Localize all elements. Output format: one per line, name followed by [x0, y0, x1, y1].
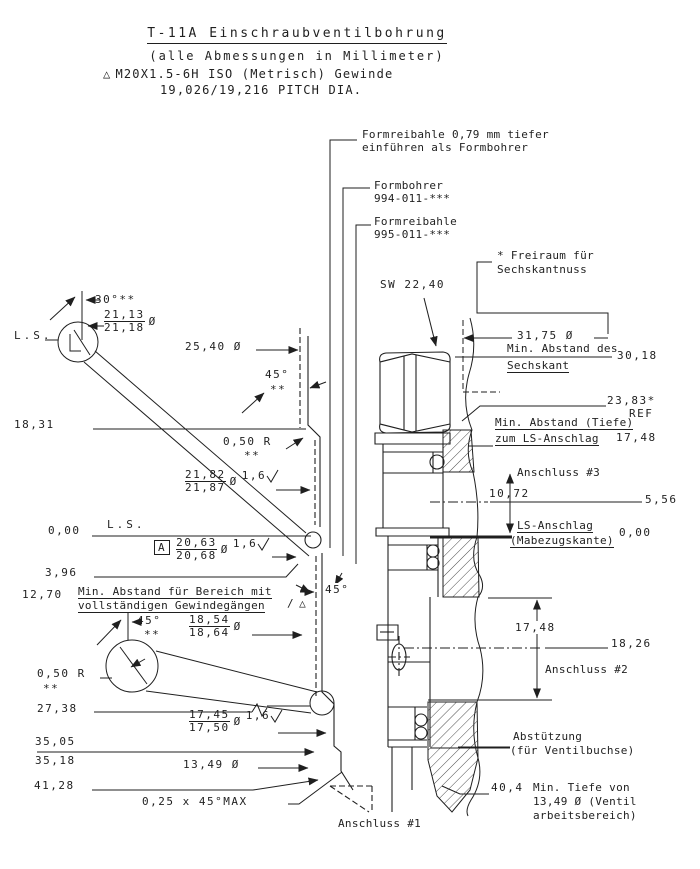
dim-21-13-21-18: $\frac{21,13}{21,18}$ Ø	[104, 308, 157, 334]
diameter-symbol: Ø	[220, 543, 229, 556]
dim-27-38: 27,38	[37, 702, 78, 715]
dim-31-75: 31,75 Ø	[517, 329, 574, 342]
thread-min-note-line1: Min. Abstand für Bereich mit	[78, 585, 272, 598]
surface-finish-symbol: 1,6	[246, 709, 284, 723]
form-reamer-label: Formreibahle	[374, 215, 458, 228]
dim-0-00-right: 0,00	[619, 526, 652, 539]
detail-circle-b	[106, 640, 334, 715]
dim-21-82-21-87: $\frac{21,82}{21,87}$ Ø 1,6	[185, 469, 280, 494]
port-1-label: Anschluss #1	[338, 817, 422, 830]
hex-min-note-line2: Sechskant	[507, 359, 570, 372]
dim-0-50-r-upper: 0,50 R	[223, 435, 272, 448]
thread-spec-note: △ M20X1.5-6H ISO (Metrisch) Gewinde	[103, 67, 394, 81]
triangle-flag-icon: △	[103, 67, 112, 81]
ls-depth-note-line1: Min. Abstand (Tiefe)	[495, 416, 634, 429]
hex-clearance-note-line1: * Freiraum für	[497, 249, 594, 262]
port-2-label: Anschluss #2	[545, 663, 629, 676]
dim-10-72: 10,72	[489, 487, 530, 500]
form-reamer-part-number: 995-011-***	[374, 228, 451, 241]
dim-17-45-17-50: $\frac{17,45}{17,50}$ Ø 1,6	[189, 709, 284, 734]
stars-0-50-upper: **	[244, 449, 261, 462]
surface-finish-check-icon	[266, 469, 280, 483]
dim-17-48-lower: 17,48	[515, 621, 556, 634]
surface-finish-symbol: 1,6	[233, 537, 271, 551]
ls-depth-note-line2: zum LS-Anschlag	[495, 432, 599, 445]
ls-label-left: L.S.	[14, 329, 53, 342]
hex-min-note-line1: Min. Abstand des	[507, 342, 618, 355]
dim-3-96: 3,96	[45, 566, 78, 579]
dim-23-83-ref: 23,83*	[607, 394, 656, 407]
support-note-line2: (für Ventilbuchse)	[510, 744, 635, 757]
ls-label-datum-line: L.S.	[107, 518, 146, 531]
form-drill-part-number: 994-011-***	[374, 192, 451, 205]
dim-40-4: 40,4	[491, 781, 524, 794]
chamfer-max-note: 0,25 x 45°MAX	[142, 795, 248, 808]
triangle-flag-icon: △	[299, 597, 308, 610]
dim-20-63-20-68: A $\frac{20,63}{20,68}$ Ø 1,6	[154, 537, 271, 562]
dim-45-deg-mid: 45°	[325, 583, 350, 596]
dim-5-56: 5,56	[645, 493, 678, 506]
dim-25-40: 25,40 Ø	[185, 340, 242, 353]
wrench-size-label: SW 22,40	[380, 278, 445, 291]
surface-finish-check-icon	[257, 537, 271, 551]
diameter-symbol: Ø	[229, 475, 238, 488]
dim-18-31: 18,31	[14, 418, 55, 431]
dim-30-18: 30,18	[617, 349, 658, 362]
reamer-deeper-note-line1: Formreibahle 0,79 mm tiefer	[362, 128, 549, 141]
dim-13-49: 13,49 Ø	[183, 758, 240, 771]
min-depth-note-line2: 13,49 Ø (Ventil	[533, 795, 637, 808]
thread-triangle-flag: / △	[287, 597, 308, 610]
surface-finish-symbol: 1,6	[242, 469, 280, 483]
dim-12-70: 12,70	[22, 588, 63, 601]
drawing-subtitle: (alle Abmessungen in Millimeter)	[149, 49, 445, 63]
ref-label: REF	[629, 407, 654, 420]
dim-30-deg: 30°**	[95, 293, 136, 306]
min-depth-note-line1: Min. Tiefe von	[533, 781, 630, 794]
dim-35-05: 35,05	[35, 735, 76, 748]
pitch-dia-note: 19,026/19,216 PITCH DIA.	[160, 83, 363, 97]
dim-18-26: 18,26	[611, 637, 652, 650]
reamer-deeper-note-line2: einführen als Formbohrer	[362, 141, 529, 154]
thread-min-note-line2: vollständigen Gewindegängen	[78, 599, 265, 612]
dim-45-deg-upper: 45°	[265, 368, 290, 381]
diameter-symbol: Ø	[148, 315, 157, 328]
dim-0-50-r-lower: 0,50 R	[37, 667, 86, 680]
dim-35-18: 35,18	[35, 754, 76, 767]
stars-45-lower: **	[144, 628, 161, 641]
dim-17-48-upper: 17,48	[616, 431, 657, 444]
diameter-symbol: Ø	[233, 620, 242, 633]
support-note-line1: Abstützung	[513, 730, 583, 743]
dim-18-54-18-64: $\frac{18,54}{18,64}$ Ø	[189, 613, 242, 639]
stars-upper-chamfer: **	[270, 383, 287, 396]
drawing-title: T-11A Einschraubventilbohrung	[132, 27, 462, 40]
dim-45-deg-lower: 45°	[137, 614, 162, 627]
ls-stop-label-line2: (Mabezugskante)	[510, 534, 614, 547]
datum-a-box: A	[154, 540, 170, 555]
dim-41-28: 41,28	[34, 779, 75, 792]
hex-clearance-note-line2: Sechskantnuss	[497, 263, 587, 276]
form-drill-label: Formbohrer	[374, 179, 444, 192]
dim-0-00-left: 0,00	[48, 524, 81, 537]
min-depth-note-line3: arbeitsbereich)	[533, 809, 637, 822]
bore-profile	[300, 328, 372, 812]
stars-0-50-lower: **	[43, 682, 60, 695]
surface-finish-check-icon	[270, 709, 284, 723]
ls-stop-label-line1: LS-Anschlag	[517, 519, 594, 532]
port-3-label: Anschluss #3	[517, 466, 601, 479]
diameter-symbol: Ø	[233, 715, 242, 728]
